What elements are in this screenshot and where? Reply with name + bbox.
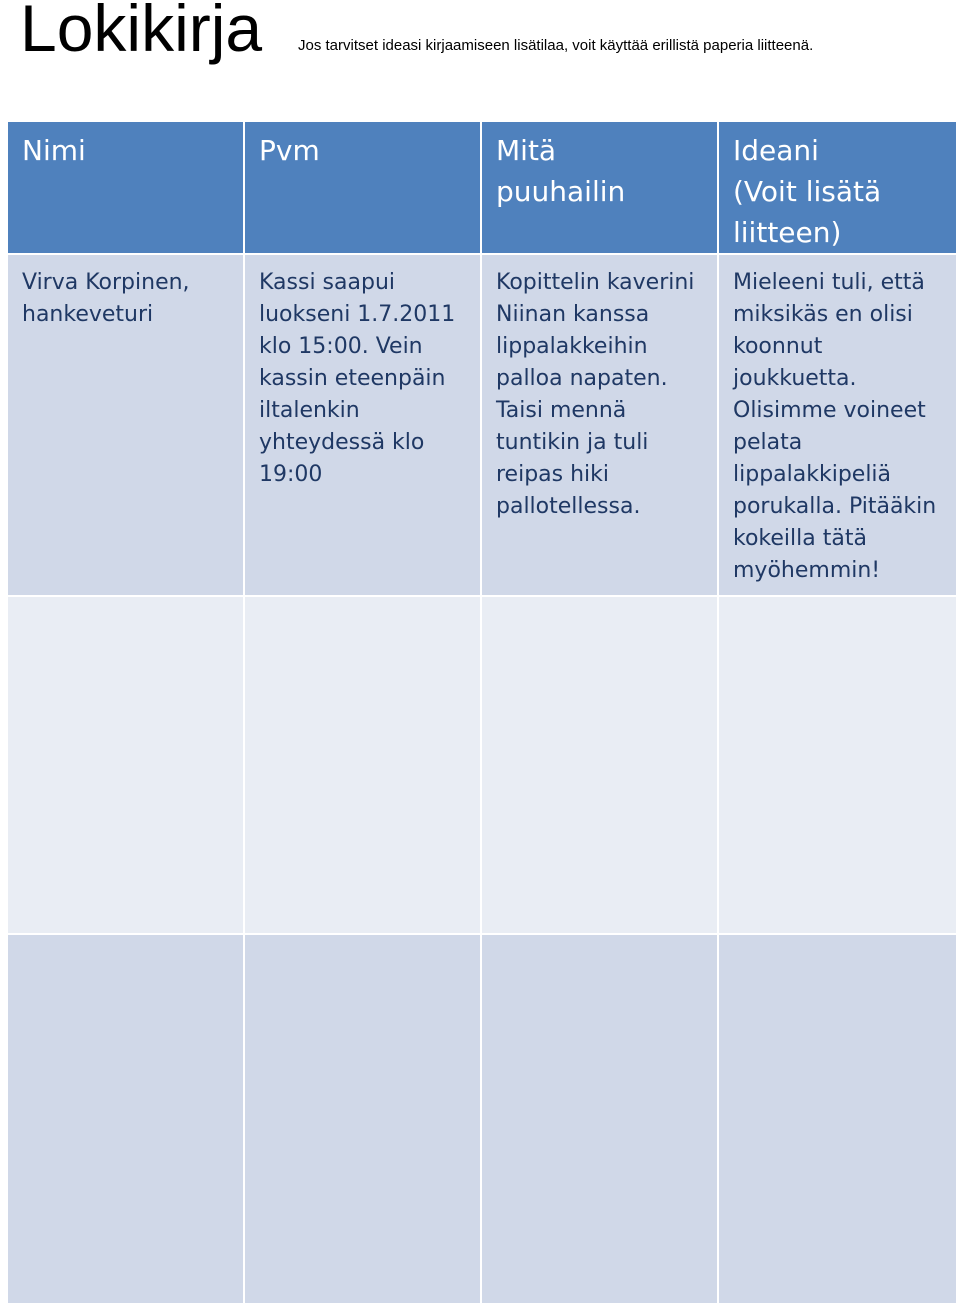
cell-activity xyxy=(481,934,718,1303)
table-row xyxy=(7,254,957,596)
header-date: Pvm xyxy=(244,121,481,254)
logbook-table xyxy=(6,120,958,1303)
cell-idea xyxy=(718,596,957,934)
table-row xyxy=(7,596,957,934)
cell-idea: Mieleeni tuli, että miksikäs en olisi koonnut joukkuetta. Olisimme voineet pelata lippalakkipeliä porukalla. Pitääkin kokeilla tätä myöhemmin! xyxy=(718,254,957,596)
cell-name xyxy=(7,934,244,1303)
page-title: Lokikirja xyxy=(20,0,263,65)
cell-activity xyxy=(481,596,718,934)
cell-date: Kassi saapui luokseni 1.7.2011 klo 15:00. Vein kassin eteenpäin iltalenkin yhteydessä klo 19:00 xyxy=(244,254,481,596)
cell-activity: Kopittelin kaverini Niinan kanssa lippalakkeihin palloa napaten. Taisi mennä tuntikin ja tuli reipas hiki pallotellessa. xyxy=(481,254,718,596)
header-activity: Mitä puuhailin xyxy=(481,121,718,254)
table-header-row xyxy=(7,121,957,254)
page-instruction: Jos tarvitset ideasi kirjaamiseen lisätilaa, voit käyttää erillistä paperia liitteenä. xyxy=(298,37,814,54)
header-name: Nimi xyxy=(7,121,244,254)
cell-date xyxy=(244,934,481,1303)
table-row xyxy=(7,934,957,1303)
cell-date xyxy=(244,596,481,934)
cell-name xyxy=(7,596,244,934)
header-idea: Ideani (Voit lisätä liitteen) xyxy=(718,121,957,254)
cell-idea xyxy=(718,934,957,1303)
cell-name: Virva Korpinen, hankeveturi xyxy=(7,254,244,596)
